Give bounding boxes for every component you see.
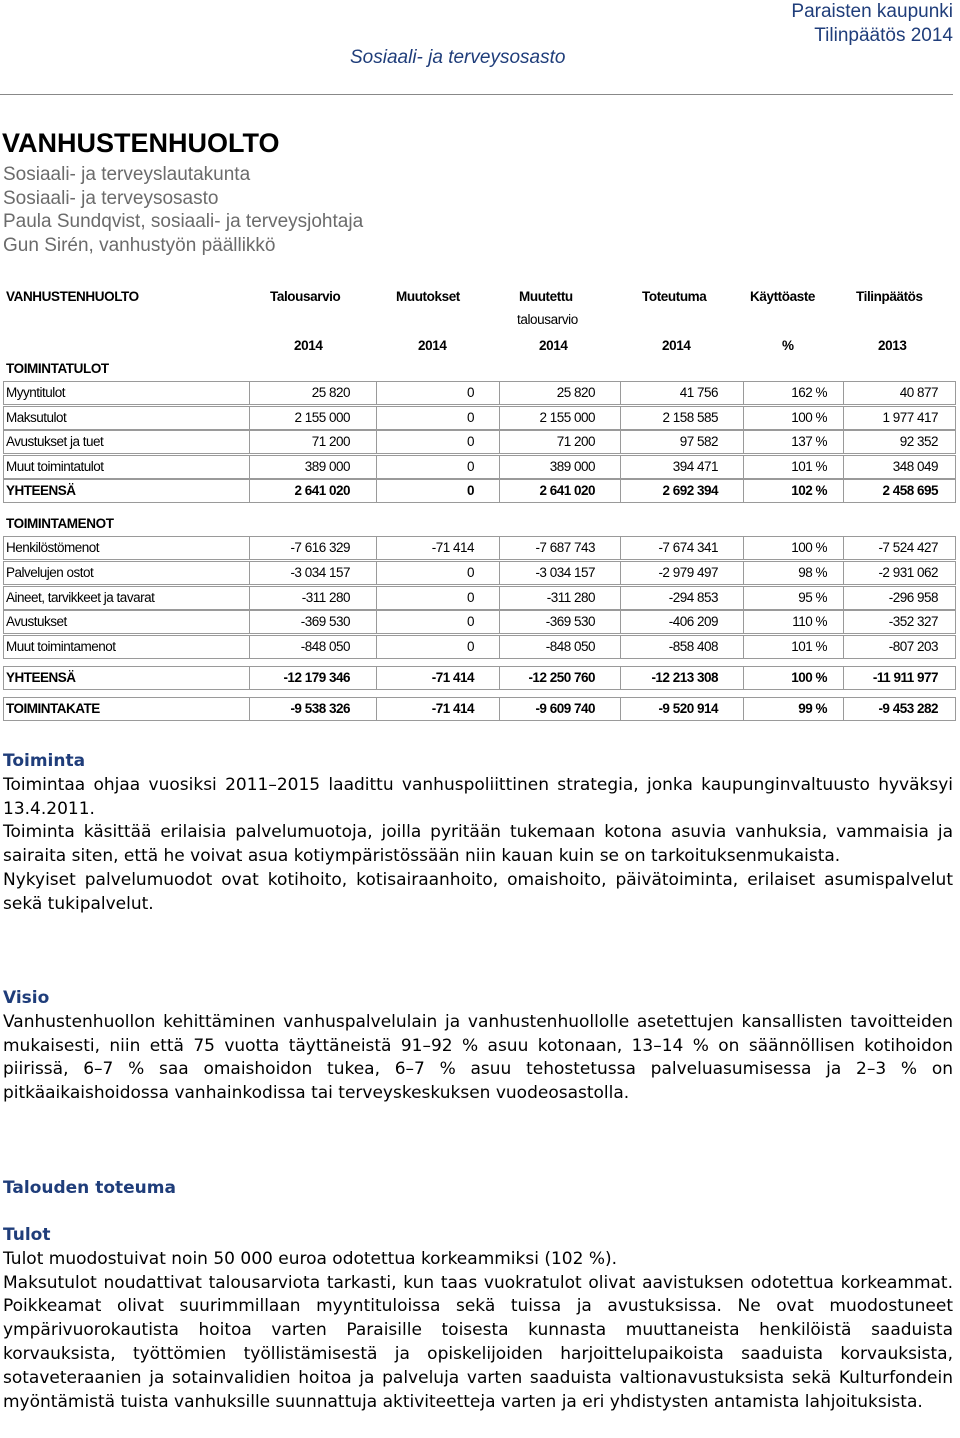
row-value: 101 % bbox=[791, 639, 827, 655]
table-row bbox=[3, 536, 956, 560]
cell-divider bbox=[376, 698, 377, 720]
cell-divider bbox=[499, 407, 500, 429]
row-value: -12 213 308 bbox=[651, 670, 718, 685]
section-toiminta bbox=[3, 750, 953, 917]
row-value: -807 203 bbox=[888, 639, 938, 655]
cell-divider bbox=[743, 587, 744, 609]
row-value: -7 687 743 bbox=[535, 540, 595, 555]
row-value: 98 % bbox=[798, 564, 827, 580]
section-expenses: TOIMINTAMENOT bbox=[6, 516, 114, 531]
row-value: 99 % bbox=[798, 701, 827, 716]
cell-divider bbox=[376, 611, 377, 633]
cell-divider bbox=[743, 636, 744, 658]
cell-divider bbox=[376, 562, 377, 584]
cell-divider bbox=[249, 382, 250, 404]
cell-divider bbox=[843, 382, 844, 404]
row-value: 71 200 bbox=[556, 434, 595, 449]
row-value: 0 bbox=[466, 409, 474, 425]
row-label: Avustukset ja tuet bbox=[6, 434, 104, 449]
row-value: -7 524 427 bbox=[878, 540, 938, 555]
section-tulot bbox=[3, 1224, 953, 1414]
col-header-revised-sub: talousarvio bbox=[517, 312, 578, 327]
cell-divider bbox=[499, 480, 500, 502]
subtitle-block bbox=[3, 163, 363, 257]
row-value: 0 bbox=[466, 483, 474, 498]
row-value: -352 327 bbox=[888, 614, 938, 630]
row-label: Henkilöstömenot bbox=[6, 540, 100, 555]
row-value: 41 756 bbox=[679, 385, 718, 400]
cell-divider bbox=[620, 456, 621, 478]
cell-divider bbox=[620, 667, 621, 689]
row-value: 2 158 585 bbox=[662, 409, 718, 425]
toiminta-heading: Toiminta bbox=[3, 751, 86, 771]
table-row bbox=[3, 635, 956, 659]
table-row-expense-total bbox=[3, 666, 956, 690]
row-value: -71 414 bbox=[431, 540, 474, 555]
tulot-paragraph-1: Tulot muodostuivat noin 50 000 euroa odotettua korkeammiksi (102 %). bbox=[3, 1248, 618, 1269]
cell-divider bbox=[249, 537, 250, 559]
cell-divider bbox=[249, 667, 250, 689]
section-talous bbox=[3, 1177, 953, 1201]
row-value: 2 155 000 bbox=[294, 409, 350, 425]
col-header-changes: Muutokset bbox=[396, 289, 460, 304]
row-value: 102 % bbox=[791, 483, 827, 498]
row-value: 0 bbox=[466, 614, 474, 630]
cell-divider bbox=[376, 407, 377, 429]
row-label: Avustukset bbox=[6, 614, 67, 630]
header-org: Paraisten kaupunki bbox=[791, 1, 953, 22]
row-value: -294 853 bbox=[668, 589, 718, 605]
table-row bbox=[3, 430, 956, 454]
cell-divider bbox=[743, 611, 744, 633]
row-value: 95 % bbox=[798, 589, 827, 605]
cell-divider bbox=[499, 587, 500, 609]
row-value: 25 820 bbox=[311, 385, 350, 400]
cell-divider bbox=[843, 431, 844, 453]
section-income: TOIMINTATULOT bbox=[6, 361, 109, 376]
header-department: Sosiaali- ja terveysosasto bbox=[350, 47, 566, 68]
col-header-actual: Toteutuma bbox=[642, 289, 707, 304]
row-value: 0 bbox=[466, 385, 474, 400]
budget-table bbox=[3, 281, 956, 721]
row-value: -2 979 497 bbox=[658, 564, 718, 580]
row-value: -2 931 062 bbox=[878, 564, 938, 580]
row-value: 389 000 bbox=[304, 458, 350, 474]
row-value: 100 % bbox=[791, 409, 827, 425]
cell-divider bbox=[376, 667, 377, 689]
col-header-revised: Muutettu bbox=[519, 289, 573, 304]
table-row bbox=[3, 586, 956, 610]
cell-divider bbox=[743, 456, 744, 478]
col-header-budget: Talousarvio bbox=[270, 289, 341, 304]
cell-divider bbox=[499, 611, 500, 633]
row-value: -71 414 bbox=[431, 670, 474, 685]
row-label: Palvelujen ostot bbox=[6, 564, 94, 580]
toiminta-paragraph-2: Toiminta käsittää erilaisia palvelumuotoja, joilla pyritään tukemaan kotona asuvia vanhuksia, vammaisia ja sairaita siten, että he voivat asua kotiympäristössään niin kauan kuin se on tarkoituksenmukaista. bbox=[3, 822, 953, 867]
cell-divider bbox=[499, 636, 500, 658]
row-value: -71 414 bbox=[431, 701, 474, 716]
table-row bbox=[3, 455, 956, 479]
toiminta-paragraph-3: Nykyiset palvelumuodot ovat kotihoito, kotisairaanhoito, omaishoito, päivätoiminta, erilaiset asumispalvelut sekä tukipalvelut. bbox=[3, 869, 953, 914]
subtitle-line: Gun Sirén, vanhustyön päällikkö bbox=[3, 234, 276, 256]
year-changes: 2014 bbox=[418, 338, 447, 353]
row-value: -858 408 bbox=[668, 639, 718, 655]
cell-divider bbox=[620, 537, 621, 559]
row-label: Muut toimintamenot bbox=[6, 639, 116, 655]
row-label: YHTEENSÄ bbox=[6, 670, 76, 685]
header-report: Tilinpäätös 2014 bbox=[814, 25, 953, 46]
cell-divider bbox=[620, 587, 621, 609]
row-value: -369 530 bbox=[545, 614, 595, 630]
cell-divider bbox=[249, 407, 250, 429]
row-value: -311 280 bbox=[546, 589, 595, 605]
cell-divider bbox=[743, 562, 744, 584]
row-value: -848 050 bbox=[545, 639, 595, 655]
row-value: 101 % bbox=[791, 458, 827, 474]
year-budget: 2014 bbox=[294, 338, 323, 353]
row-value: -848 050 bbox=[300, 639, 350, 655]
row-value: -369 530 bbox=[300, 614, 350, 630]
row-value: 40 877 bbox=[899, 385, 938, 400]
cell-divider bbox=[620, 480, 621, 502]
talous-heading: Talouden toteuma bbox=[3, 1178, 176, 1198]
row-value: -311 280 bbox=[301, 589, 350, 605]
cell-divider bbox=[249, 562, 250, 584]
row-value: -7 674 341 bbox=[658, 540, 718, 555]
row-value: 394 471 bbox=[672, 458, 718, 474]
year-prev: 2013 bbox=[878, 338, 907, 353]
row-value: 1 977 417 bbox=[882, 409, 938, 425]
header-info bbox=[791, 0, 953, 48]
row-value: 2 641 020 bbox=[539, 483, 595, 498]
row-value: -9 538 326 bbox=[290, 701, 350, 716]
row-value: -3 034 157 bbox=[535, 564, 595, 580]
row-value: 389 000 bbox=[549, 458, 595, 474]
cell-divider bbox=[843, 480, 844, 502]
row-value: 0 bbox=[466, 564, 474, 580]
row-value: 0 bbox=[466, 639, 474, 655]
cell-divider bbox=[843, 667, 844, 689]
row-value: 137 % bbox=[791, 434, 827, 449]
row-value: 0 bbox=[466, 458, 474, 474]
cell-divider bbox=[376, 480, 377, 502]
row-value: 100 % bbox=[791, 670, 827, 685]
cell-divider bbox=[620, 611, 621, 633]
cell-divider bbox=[620, 636, 621, 658]
table-row-margin bbox=[3, 697, 956, 721]
row-value: 2 458 695 bbox=[882, 483, 938, 498]
row-value: 25 820 bbox=[556, 385, 595, 400]
cell-divider bbox=[620, 407, 621, 429]
cell-divider bbox=[743, 698, 744, 720]
row-label: Muut toimintatulot bbox=[6, 458, 104, 474]
year-actual: 2014 bbox=[662, 338, 691, 353]
row-label: Myyntitulot bbox=[6, 385, 66, 400]
cell-divider bbox=[843, 611, 844, 633]
cell-divider bbox=[249, 431, 250, 453]
cell-divider bbox=[499, 667, 500, 689]
toiminta-paragraph-1: Toimintaa ohjaa vuosiksi 2011–2015 laadittu vanhuspoliittinen strategia, jonka kaupunginvaltuusto hyväksyi 13.4.2011. bbox=[3, 774, 953, 819]
row-value: -406 209 bbox=[668, 614, 718, 630]
cell-divider bbox=[499, 382, 500, 404]
cell-divider bbox=[499, 456, 500, 478]
cell-divider bbox=[743, 431, 744, 453]
header-divider bbox=[0, 94, 953, 95]
row-label: Maksutulot bbox=[6, 409, 67, 425]
cell-divider bbox=[843, 456, 844, 478]
cell-divider bbox=[843, 562, 844, 584]
tulot-paragraph-2: Maksutulot noudattivat talousarviota tarkasti, kun taas vuokratulot olivat aavistuksen odotettua korkeammat. Poikkeamat olivat suurimmillaan myyntituloissa sekä tuissa ja avustuksissa. Ne ovat muodostuneet ympärivuorokautista hoitoa varten Paraisille toisesta kunnasta muuttaneista henkilöistä saaduista korvauksista, työttömien työllistämisestä ja opiskelijoiden harjoittelupaikoista saaduista korvauksista, sotaveteraanien ja sotainvalidien hoitoa ja palveluja varten saaduista valtionavustuksista sekä Kulturfondein myöntämistä tuista vanhuksille suunnattuja aktiviteetteja varten ja eri yhdistysten antamista lahjoituksista. bbox=[3, 1272, 953, 1412]
cell-divider bbox=[249, 636, 250, 658]
row-value: 92 352 bbox=[899, 434, 938, 449]
row-value: 162 % bbox=[791, 385, 827, 400]
col-header-prev: Tilinpäätös bbox=[856, 289, 923, 304]
row-label: TOIMINTAKATE bbox=[6, 701, 100, 716]
cell-divider bbox=[499, 537, 500, 559]
row-value: 97 582 bbox=[679, 434, 718, 449]
cell-divider bbox=[376, 587, 377, 609]
visio-heading: Visio bbox=[3, 988, 50, 1008]
table-row bbox=[3, 406, 956, 430]
row-value: 2 155 000 bbox=[539, 409, 595, 425]
table-row-income-total bbox=[3, 479, 956, 503]
subtitle-line: Paula Sundqvist, sosiaali- ja terveysjohtaja bbox=[3, 211, 364, 232]
section-visio bbox=[3, 987, 953, 1106]
cell-divider bbox=[499, 562, 500, 584]
subtitle-line: Sosiaali- ja terveyslautakunta bbox=[3, 164, 251, 185]
visio-paragraph: Vanhustenhuollon kehittäminen vanhuspalvelulain ja vanhustenhuollolle asetettujen kansallisten tavoitteiden mukaisesti, niin että 75 vuotta täyttäneistä 91–92 % asuu kotonaan, 13–14 % on säännöllisen kotihoidon piirissä, 6–7 % saa omaishoidon tukea, 6–7 % asuu tehostetussa palveluasumisessa ja 2–3 % on pitkäaikaishoidossa vanhainkodissa tai terveyskeskuksen vuodeosastolla. bbox=[3, 1011, 953, 1104]
cell-divider bbox=[843, 636, 844, 658]
row-value: 0 bbox=[466, 434, 474, 449]
row-value: -7 616 329 bbox=[290, 540, 350, 555]
table-row bbox=[3, 561, 956, 585]
row-value: 2 641 020 bbox=[294, 483, 350, 498]
row-value: 110 % bbox=[792, 614, 827, 630]
cell-divider bbox=[620, 382, 621, 404]
cell-divider bbox=[499, 698, 500, 720]
row-value: 348 049 bbox=[892, 458, 938, 474]
subtitle-line: Sosiaali- ja terveysosasto bbox=[3, 187, 219, 209]
row-value: 2 692 394 bbox=[662, 483, 718, 498]
cell-divider bbox=[249, 587, 250, 609]
cell-divider bbox=[249, 611, 250, 633]
row-value: -9 520 914 bbox=[658, 701, 718, 716]
tulot-heading: Tulot bbox=[3, 1225, 51, 1245]
cell-divider bbox=[843, 407, 844, 429]
row-value: -12 179 346 bbox=[283, 670, 350, 685]
cell-divider bbox=[376, 537, 377, 559]
row-label: YHTEENSÄ bbox=[6, 483, 76, 498]
year-revised: 2014 bbox=[539, 338, 568, 353]
row-value: 71 200 bbox=[311, 434, 350, 449]
row-value: -12 250 760 bbox=[528, 670, 595, 685]
page-title: VANHUSTENHUOLTO bbox=[2, 128, 280, 158]
cell-divider bbox=[376, 456, 377, 478]
cell-divider bbox=[249, 456, 250, 478]
cell-divider bbox=[376, 382, 377, 404]
cell-divider bbox=[249, 480, 250, 502]
cell-divider bbox=[743, 382, 744, 404]
cell-divider bbox=[249, 698, 250, 720]
year-usage: % bbox=[782, 338, 794, 353]
cell-divider bbox=[499, 431, 500, 453]
row-value: -3 034 157 bbox=[290, 564, 350, 580]
cell-divider bbox=[620, 698, 621, 720]
row-label: Aineet, tarvikkeet ja tavarat bbox=[6, 589, 155, 605]
cell-divider bbox=[620, 562, 621, 584]
row-value: -9 609 740 bbox=[535, 701, 595, 716]
col-header-usage: Käyttöaste bbox=[750, 289, 816, 304]
row-value: -296 958 bbox=[888, 589, 938, 605]
cell-divider bbox=[743, 667, 744, 689]
row-value: 0 bbox=[466, 589, 474, 605]
cell-divider bbox=[843, 537, 844, 559]
cell-divider bbox=[620, 431, 621, 453]
row-value: 100 % bbox=[791, 540, 827, 555]
row-value: -11 911 977 bbox=[872, 670, 938, 685]
cell-divider bbox=[376, 431, 377, 453]
cell-divider bbox=[743, 407, 744, 429]
col-header-label: VANHUSTENHUOLTO bbox=[6, 289, 139, 304]
table-row bbox=[3, 610, 956, 634]
cell-divider bbox=[843, 698, 844, 720]
cell-divider bbox=[743, 537, 744, 559]
table-row bbox=[3, 381, 956, 405]
cell-divider bbox=[376, 636, 377, 658]
row-value: -9 453 282 bbox=[878, 701, 938, 716]
cell-divider bbox=[743, 480, 744, 502]
cell-divider bbox=[843, 587, 844, 609]
